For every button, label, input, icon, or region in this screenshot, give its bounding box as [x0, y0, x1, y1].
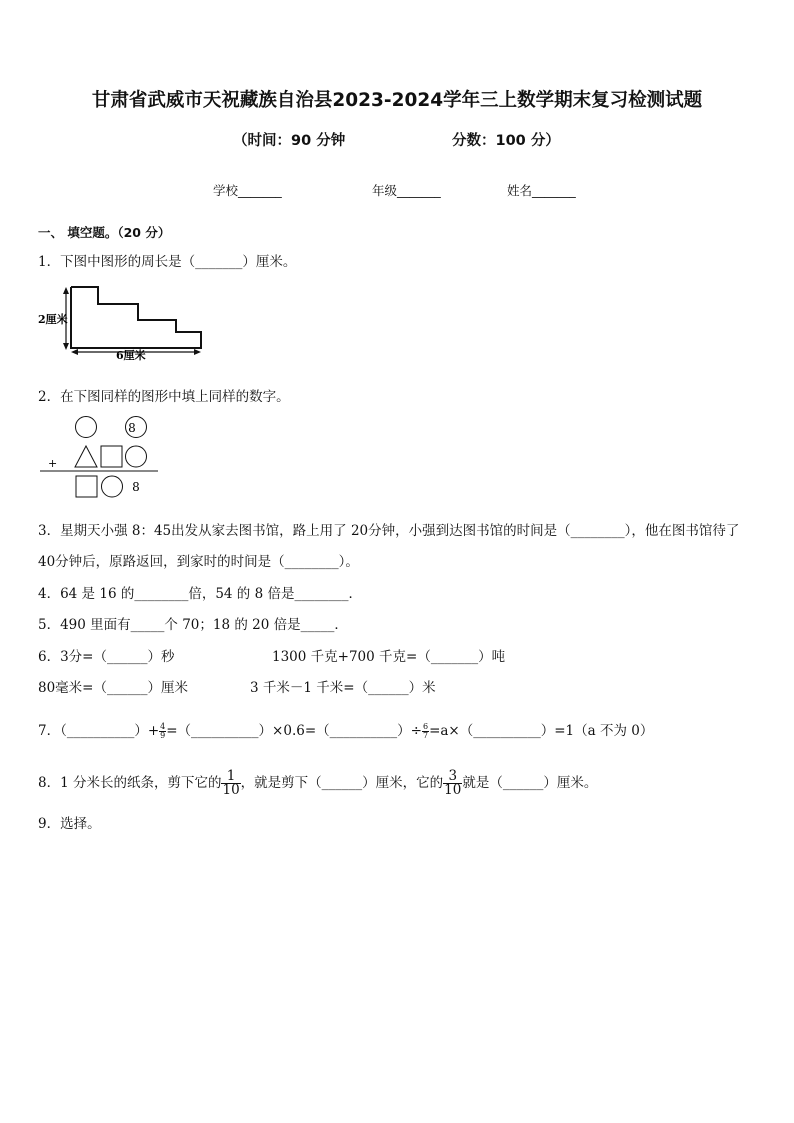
plus-sign: + — [48, 457, 58, 470]
addition-puzzle — [36, 412, 166, 502]
exam-time: （时间：90 分钟 — [233, 133, 346, 149]
fraction-denominator: 10 — [222, 782, 240, 798]
grade-field: 年级_______ — [372, 183, 441, 198]
fraction-3-10 — [443, 767, 462, 798]
width-label: 6厘米 — [116, 349, 146, 362]
triangle-shape — [75, 446, 97, 467]
question-9: 9．选择。 — [38, 816, 101, 832]
question-6a: 6．3分=（______）秒 — [38, 649, 175, 665]
exam-score: 分数：100 分） — [452, 133, 560, 149]
name-field: 姓名_______ — [507, 183, 576, 198]
q8-part-b: ，就是剪下（______）厘米，它的 — [240, 775, 444, 791]
question-4: 4．64 是 16 的________倍，54 的 8 倍是________． — [38, 586, 362, 602]
q7-part-a: 7．（__________）+ — [38, 723, 160, 739]
fraction-1-10 — [221, 767, 240, 798]
question-8 — [38, 764, 597, 802]
page-title: 甘肃省武威市天祝藏族自治县2023-2024学年三上数学期末复习检测试题 — [91, 90, 703, 111]
question-2: 2．在下图同样的图形中填上同样的数字。 — [38, 389, 290, 405]
question-3-line-2: 40分钟后，原路返回，到家时的时间是（________）。 — [38, 554, 359, 570]
school-field: 学校_______ — [213, 183, 282, 198]
circle-shape — [76, 417, 97, 438]
question-7 — [38, 718, 653, 744]
fraction-numerator: 1 — [221, 770, 240, 785]
question-5: 5．490 里面有_____个 70；18 的 20 倍是_____． — [38, 617, 348, 633]
fraction-denominator: 9 — [160, 731, 166, 740]
digit-8-top: 8 — [128, 421, 136, 435]
fraction-6-7 — [422, 723, 429, 740]
q7-part-b: =（__________）×0.6=（__________）÷ — [166, 723, 422, 739]
staircase-figure — [36, 282, 216, 364]
question-6c: 80毫米=（______）厘米 — [38, 680, 188, 696]
question-1: 1．下图中图形的周长是（_______）厘米。 — [38, 254, 297, 270]
q8-part-a: 8．1 分米长的纸条，剪下它的 — [38, 775, 222, 791]
q8-part-c: 就是（______）厘米。 — [462, 775, 598, 791]
q7-part-c: =a×（__________）=1（a 不为 0） — [429, 723, 654, 739]
section-heading: 一、 填空题。（20 分） — [38, 225, 171, 240]
fraction-numerator: 6 — [422, 722, 429, 731]
fraction-denominator: 7 — [422, 731, 429, 740]
height-label: 2厘米 — [38, 313, 68, 326]
fraction-denominator: 10 — [444, 782, 462, 798]
question-6d: 3 千米－1 千米=（______）米 — [250, 680, 436, 696]
fraction-numerator: 3 — [443, 770, 462, 785]
circle-shape — [102, 476, 123, 497]
digit-8-bottom: 8 — [132, 480, 140, 494]
question-6b: 1300 千克+700 千克=（_______）吨 — [272, 649, 506, 665]
square-shape — [101, 446, 122, 467]
square-shape — [76, 476, 97, 497]
circle-shape — [126, 446, 147, 467]
fraction-numerator: 4 — [160, 722, 166, 731]
question-3-line-1: 3．星期天小强 8：45出发从家去图书馆，路上用了 20分钟，小强到达图书馆的时间是（________），他在图书馆待了 — [38, 523, 740, 539]
